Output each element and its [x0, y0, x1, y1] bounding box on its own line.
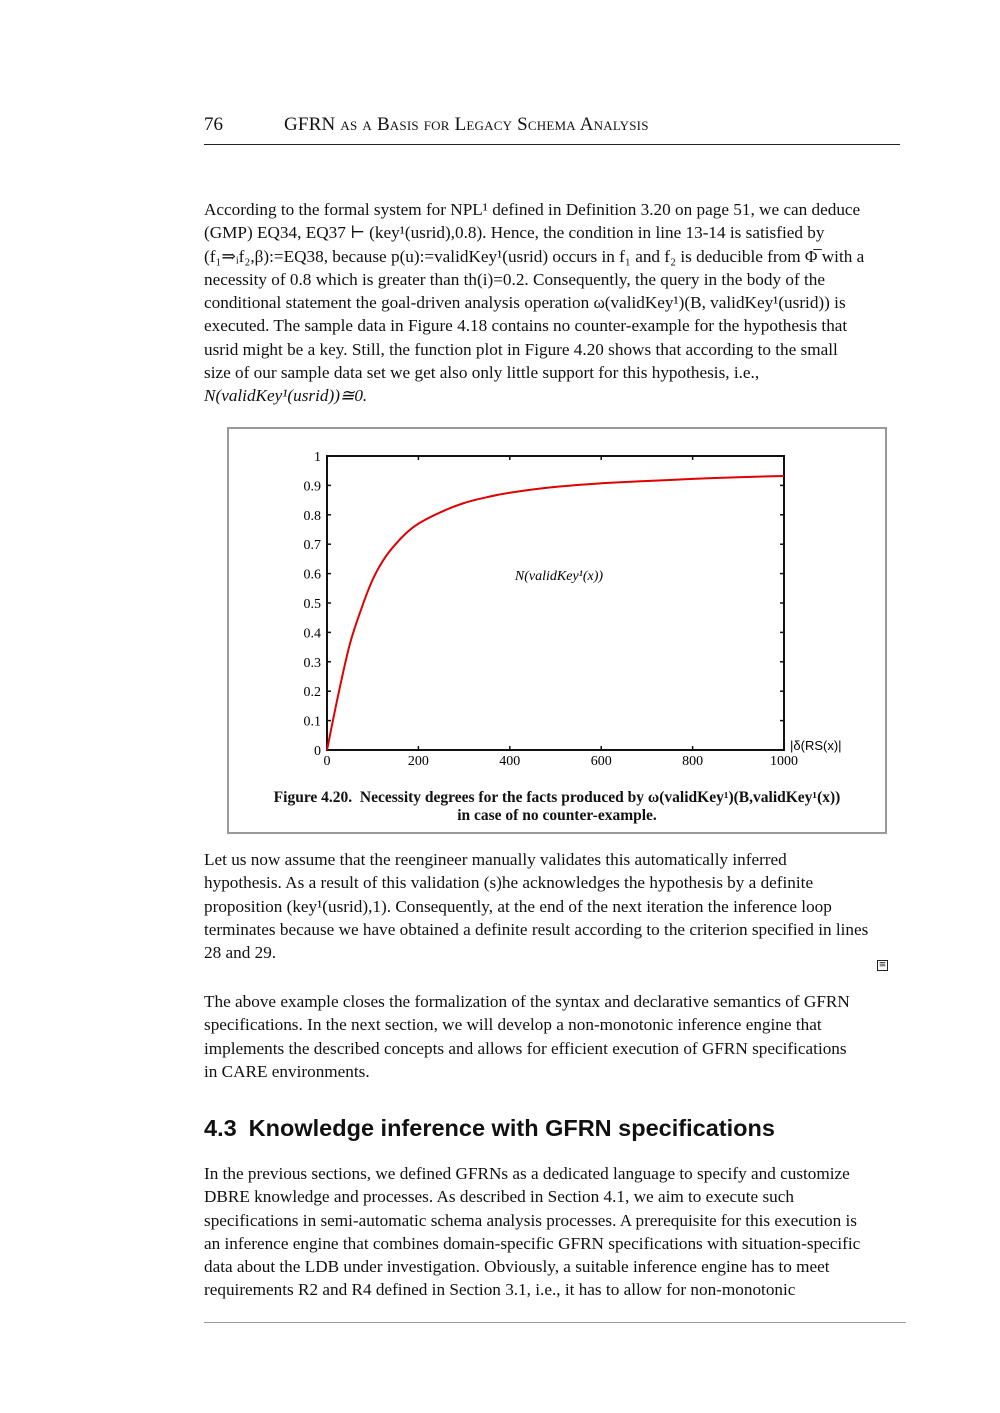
y-tick-label: 0.1 [303, 714, 321, 730]
y-tick-label: 0 [314, 744, 321, 759]
paragraph-section-intro [204, 1162, 906, 1302]
text-line: terminates because we have obtained a definite result according to the criterion specified in lines [204, 919, 869, 939]
text-line: in CARE environments. [204, 1061, 370, 1081]
text-line: requirements R2 and R4 defined in Section 3.1, i.e., it has to allow for non-monotonic [204, 1280, 796, 1300]
footer-rule [204, 1322, 906, 1323]
y-tick-label: 0.9 [303, 479, 321, 495]
text-line: N(validKey¹(usrid))≅0. [204, 386, 368, 406]
text-line: The above example closes the formalization of the syntax and declarative semantics of GFRN [204, 992, 850, 1011]
y-tick-label: 0.5 [303, 597, 321, 612]
text-line: (f₁⇒ᵢf₂,β):=EQ38, because p(u):=validKey¹(usrid) occurs in f₁ and f₂ is deducible from Φ̅ with a [204, 246, 865, 266]
text-line: hypothesis. As a result of this validation (s)he acknowledges the hypothesis by a definite [204, 873, 814, 893]
series-line [327, 476, 784, 750]
text-line: usrid might be a key. Still, the function plot in Figure 4.20 shows that according to the small [204, 339, 838, 359]
text-line: necessity of 0.8 which is greater than th(i)=0.2. Consequently, the query in the body of the [204, 269, 825, 289]
text-line: Let us now assume that the reengineer manually validates this automatically inferred [204, 850, 787, 869]
y-tick-label: 0.8 [303, 508, 321, 524]
text-line: an inference engine that combines domain-specific GFRN specifications with situation-specific [204, 1233, 861, 1253]
running-title: GFRN as a Basis for Legacy Schema Analysis [284, 114, 649, 135]
curve-annotation: N(validKey¹(x)) [514, 569, 604, 584]
text-line: specifications. In the next section, we will develop a non-monotonic inference engine that [204, 1015, 822, 1035]
paragraph-intro [204, 198, 906, 408]
text-line: implements the described concepts and allows for efficient execution of GFRN specifications [204, 1038, 847, 1058]
y-tick-label: 0.2 [303, 685, 321, 701]
paragraph-closing [204, 990, 906, 1083]
text-line: executed. The sample data in Figure 4.18 contains no counter-example for the hypothesis that [204, 316, 848, 336]
caption-line2: in case of no counter-example. [457, 807, 657, 824]
page-number: 76 [204, 114, 223, 135]
x-tick-label: 800 [682, 754, 704, 769]
x-tick-label: 400 [499, 754, 521, 769]
section-title: Knowledge inference with GFRN specifications [248, 1115, 775, 1141]
text-line: 28 and 29. [204, 943, 277, 963]
text-line: specifications in semi-automatic schema analysis processes. A prerequisite for this execution is [204, 1210, 857, 1230]
y-tick-label: 0.6 [303, 567, 321, 583]
x-axis-label: |δ(RS(x)| [790, 738, 842, 753]
paragraph-validation [204, 848, 906, 964]
y-tick-label: 1 [314, 450, 321, 465]
text-line: data about the LDB under investigation. Obviously, a suitable inference engine has to meet [204, 1257, 830, 1277]
y-tick-label: 0.3 [303, 655, 321, 671]
y-tick-label: 0.4 [303, 626, 321, 642]
text-line: According to the formal system for NPL¹ defined in Definition 3.20 on page 51, we can deduce [204, 200, 861, 219]
text-line: conditional statement the goal-driven analysis operation ω(validKey¹)(B, validKey¹(usrid)) is [204, 293, 846, 313]
necessity-chart [229, 429, 885, 779]
x-tick-label: 0 [323, 754, 331, 769]
text-line: DBRE knowledge and processes. As described in Section 4.1, we aim to execute such [204, 1187, 794, 1207]
x-tick-label: 1000 [770, 754, 798, 769]
x-tick-label: 200 [407, 754, 429, 769]
section-number: 4.3 [204, 1115, 237, 1141]
figure-caption [229, 789, 885, 825]
plot-frame [327, 456, 784, 750]
text-line: size of our sample data set we get also only little support for this hypothesis, i.e., [204, 363, 760, 383]
x-tick-label: 600 [590, 754, 612, 769]
caption-label: Figure 4.20. [273, 789, 353, 806]
figure-4-20 [227, 427, 887, 834]
caption-text: Necessity degrees for the facts produced by ω(validKey¹)(B,validKey¹(x)) [359, 789, 841, 806]
text-line: (GMP) EQ34, EQ37 ⊢ (key¹(usrid),0.8). Hence, the condition in line 13-14 is satisfied by [204, 223, 825, 243]
section-heading [204, 1115, 775, 1142]
page-header [204, 112, 900, 145]
text-line: In the previous sections, we defined GFRNs as a dedicated language to specify and customize [204, 1164, 850, 1183]
text-line: proposition (key¹(usrid),1). Consequently, at the end of the next iteration the inference loop [204, 896, 832, 916]
end-of-example-icon: ≡ [878, 960, 887, 970]
y-tick-label: 0.7 [303, 538, 321, 554]
